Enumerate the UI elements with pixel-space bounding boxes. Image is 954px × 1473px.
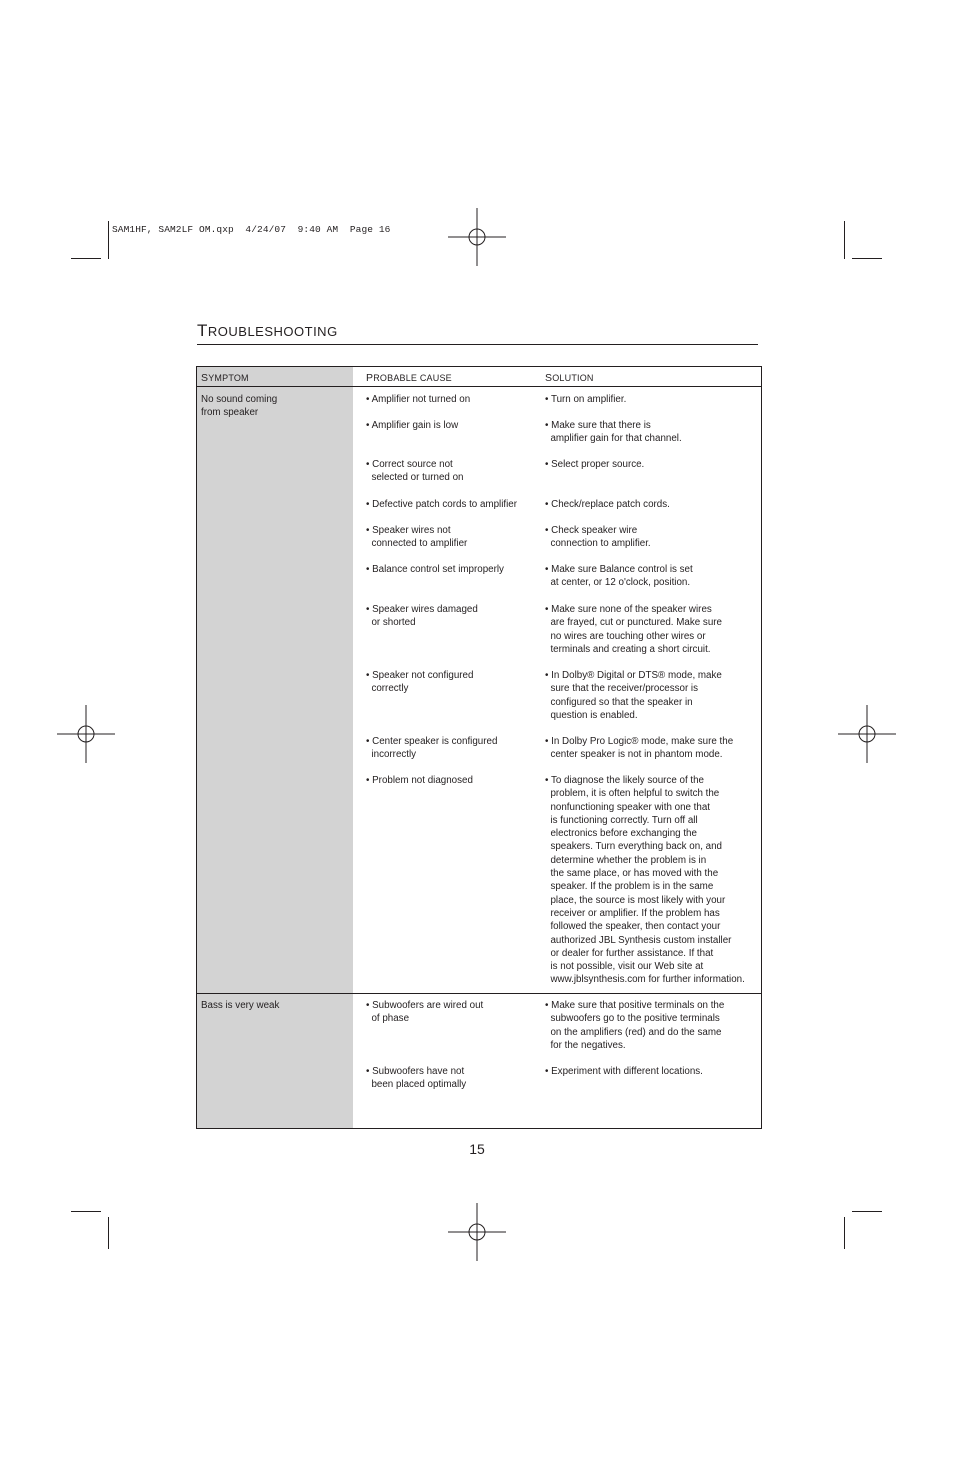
registration-mark-left <box>57 705 115 763</box>
cause-cell: • Speaker wires not connected to amplifier <box>366 525 468 550</box>
title-rule <box>197 344 758 345</box>
header-probable-cause: PROBABLE CAUSE <box>366 372 452 384</box>
cause-cell: • Speaker wires damaged or shorted <box>366 604 478 629</box>
cause-cell: • Defective patch cords to amplifier <box>366 499 517 510</box>
solution-cell: • In Dolby® Digital or DTS® mode, make sure that the receiver/processor is configured so that the speaker in question is enabled. <box>545 670 722 721</box>
solution-cell: • Make sure none of the speaker wires are frayed, cut or punctured. Make sure no wires are touching other wires or terminals and creating a short circuit. <box>545 604 722 655</box>
cause-cell: • Center speaker is configured incorrectly <box>366 736 498 761</box>
solution-cell: • Experiment with different locations. <box>545 1066 703 1077</box>
cause-cell: • Subwoofers have not been placed optimally <box>366 1066 467 1091</box>
registration-mark-top <box>448 208 506 266</box>
page-title-initial: T <box>197 321 208 340</box>
solution-cell: • Check speaker wire connection to amplifier. <box>545 525 651 550</box>
registration-mark-right <box>838 705 896 763</box>
registration-mark-bottom <box>448 1203 506 1261</box>
solution-cell: • In Dolby Pro Logic® mode, make sure the center speaker is not in phantom mode. <box>545 736 734 761</box>
page-title-rest: ROUBLESHOOTING <box>207 324 338 339</box>
symptom-bass-weak: Bass is very weak <box>201 1000 280 1011</box>
page-number: 15 <box>469 1141 485 1157</box>
header-solution: SOLUTION <box>545 372 594 384</box>
troubleshooting-table <box>196 366 762 1129</box>
print-slug: SAM1HF, SAM2LF OM.qxp 4/24/07 9:40 AM Page 16 <box>112 224 391 235</box>
symptom-no-sound: No sound coming from speaker <box>201 394 278 419</box>
cause-cell: • Amplifier not turned on <box>366 394 471 405</box>
solution-cell: • Select proper source. <box>545 459 645 470</box>
header-rule <box>197 386 761 387</box>
symptom-column-shading <box>197 367 353 1128</box>
solution-cell: • Make sure Balance control is set at center, or 12 o'clock, position. <box>545 564 693 589</box>
solution-cell: • Make sure that there is amplifier gain for that channel. <box>545 420 682 445</box>
solution-cell: • To diagnose the likely source of the problem, it is often helpful to switch the nonfunctioning speaker with one that is functioning correctly. Turn off all electronics before exchanging the speakers. Turn everything back on, and determine whether the problem is in the same place, or has moved with the speaker. If the problem is in the same place, the source is most likely with your receiver or amplifier. If the problem has followed the speaker, then contact your authorized JBL Synthesis custom installer or dealer for further assistance. If that is not possible, visit our Web site at www.jblsynthesis.com for further information. <box>545 775 745 986</box>
cause-cell: • Amplifier gain is low <box>366 420 459 431</box>
header-symptom: SYMPTOM <box>201 372 249 384</box>
solution-cell: • Check/replace patch cords. <box>545 499 670 510</box>
solution-cell: • Turn on amplifier. <box>545 394 627 405</box>
cause-cell: • Speaker not configured correctly <box>366 670 474 695</box>
cause-cell: • Problem not diagnosed <box>366 775 473 786</box>
page-title <box>197 321 338 341</box>
cause-cell: • Balance control set improperly <box>366 564 504 575</box>
cause-cell: • Subwoofers are wired out of phase <box>366 1000 484 1025</box>
cause-cell: • Correct source not selected or turned on <box>366 459 464 484</box>
solution-cell: • Make sure that positive terminals on the subwoofers go to the positive terminals on the amplifiers (red) and do the same for the negatives. <box>545 1000 725 1051</box>
group-divider <box>197 993 761 994</box>
